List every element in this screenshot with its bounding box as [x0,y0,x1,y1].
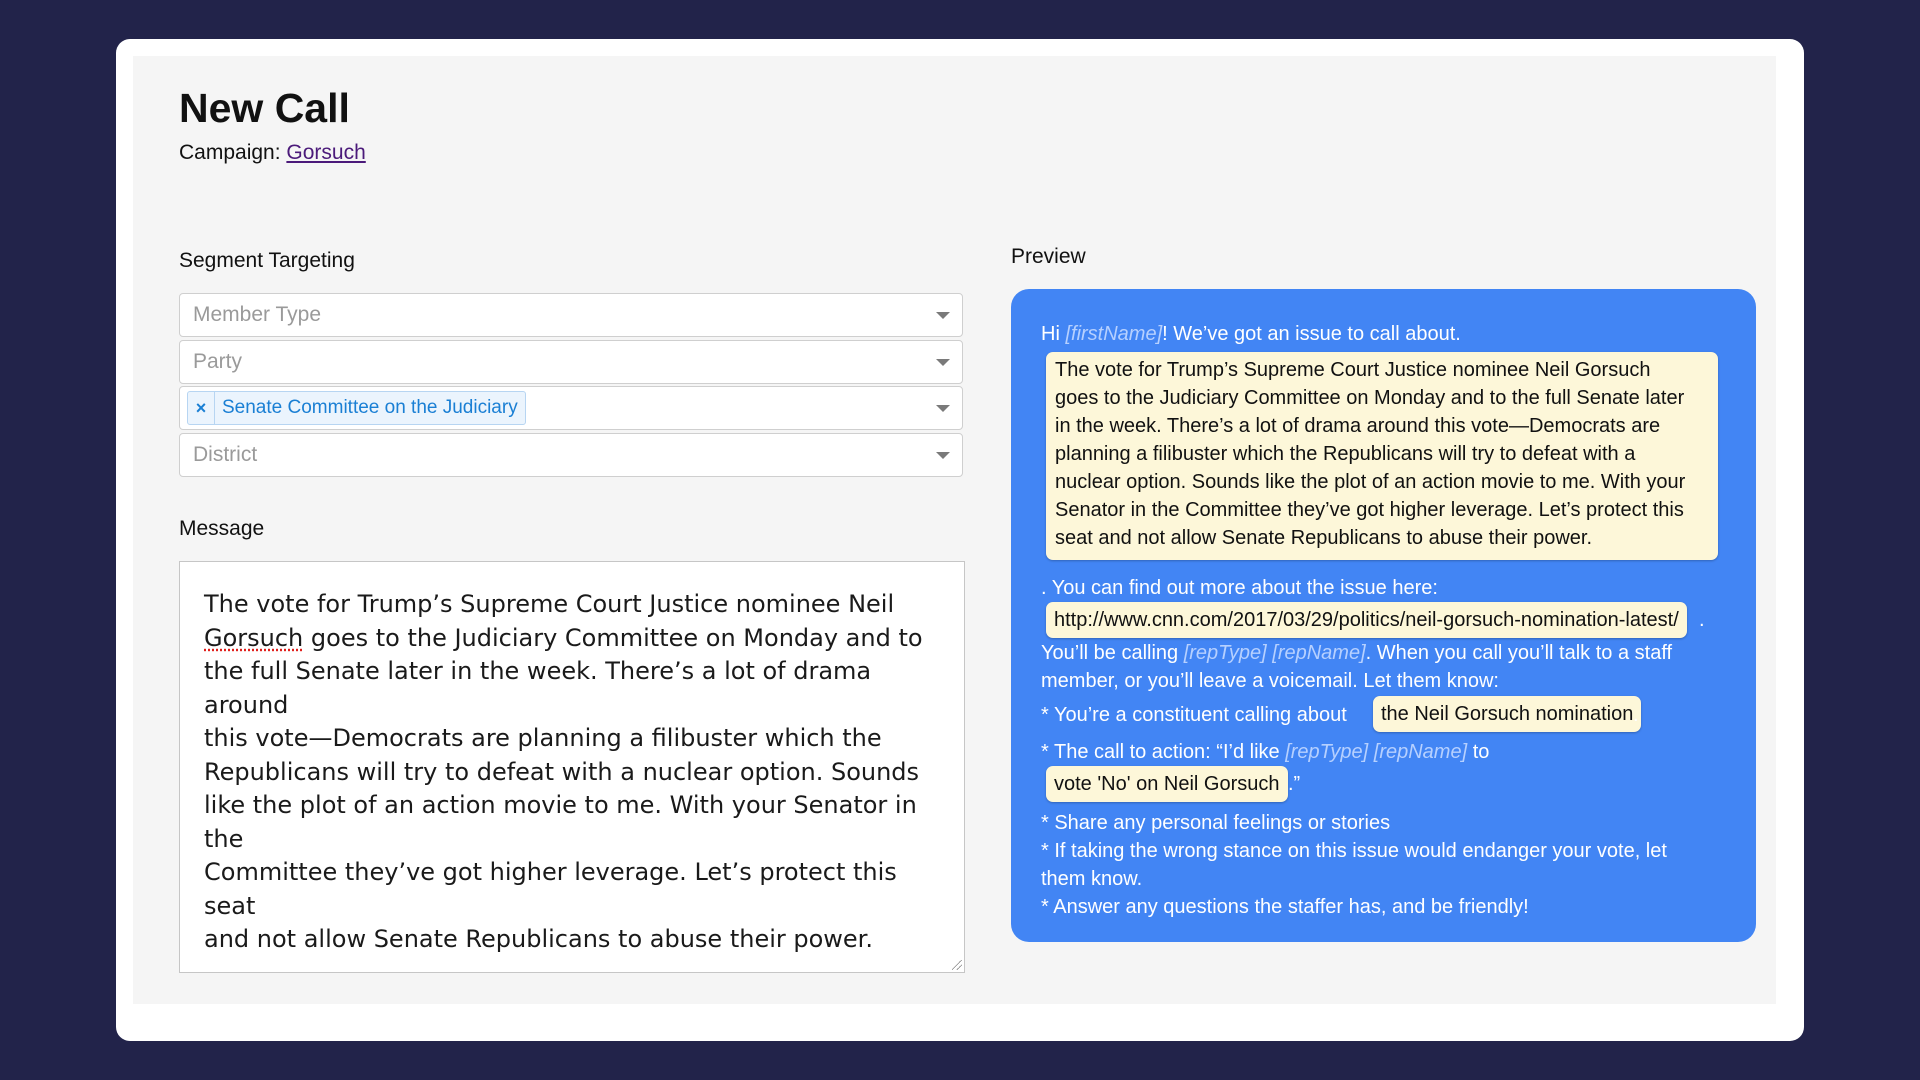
message-line: The vote for Trump’s Supreme Court Justice nominee Neil [204,590,895,618]
page-title: New Call [179,85,350,131]
pill-line: Senator in the Committee they’ve got higher leverage. Let’s protect this [1055,499,1684,521]
preview-greeting [1041,320,1461,348]
pill-line: planning a filibuster which the Republicans will try to defeat with a [1055,443,1636,465]
pill-line: nuclear option. Sounds like the plot of an action movie to me. With your [1055,471,1686,493]
greeting-hi: Hi [1041,323,1066,345]
preview-bubble [1011,289,1756,942]
misspelled-word: Gorsuch [204,623,304,652]
url-period: . [1699,609,1705,631]
pill-line: The vote for Trump’s Supreme Court Justice nominee Neil Gorsuch [1055,359,1651,381]
district-select[interactable] [179,433,963,477]
message-line: this vote—Democrats are planning a filibuster which the [204,724,882,752]
party-placeholder: Party [193,350,243,373]
find-more-text: . You can find out more about the issue here: [1041,577,1438,599]
chevron-down-icon [936,312,950,319]
first-name-variable: [firstName] [1065,323,1163,345]
calling-prefix: You’ll be calling [1041,642,1184,664]
rep-name-variable: [repName] [1272,642,1366,664]
questions-bullet: * Answer any questions the staffer has, and be friendly! [1041,896,1529,918]
action-close: .” [1288,773,1301,795]
calling-rest: . When you call you’ll talk to a staff [1365,642,1673,664]
committee-chip [187,391,526,425]
message-label: Message [179,517,265,540]
message-line-rest: goes to the Judiciary Committee on Monday and to [303,623,923,652]
campaign-link[interactable]: Gorsuch [286,141,366,164]
remove-chip-icon[interactable]: × [188,392,215,424]
new-call-panel [133,56,1776,1004]
committee-select[interactable] [179,386,963,430]
calling-line [1041,639,1672,667]
rep-name-variable: [repName] [1373,741,1468,763]
message-line: Committee they’ve got higher leverage. Let’s protect this seat [204,858,897,920]
preview-label: Preview [1011,245,1086,268]
committee-chip-label: Senate Committee on the Judiciary [222,397,518,418]
message-textarea[interactable] [179,561,965,973]
action-to: to [1467,741,1490,763]
campaign-line [179,141,366,165]
party-select[interactable] [179,340,963,384]
pill-line: goes to the Judiciary Committee on Monday and to the full Senate later [1055,387,1685,409]
action-line [1041,738,1489,766]
greeting-rest: ! We’ve got an issue to call about. [1162,323,1461,345]
rep-type-variable: [repType] [1285,741,1369,763]
message-line: and not allow Senate Republicans to abuse their power. [204,925,873,953]
segment-targeting-label: Segment Targeting [179,249,355,272]
message-line [204,622,940,656]
message-line: the full Senate later in the week. There’s a lot of drama around [204,657,872,719]
resize-grip-icon[interactable] [952,960,962,970]
endanger-bullet: * If taking the wrong stance on this issue would endanger your vote, let [1041,840,1667,862]
chevron-down-icon [936,405,950,412]
message-line: like the plot of an action movie to me. With your Senator in the [204,791,917,853]
chevron-down-icon [936,452,950,459]
district-placeholder: District [193,443,258,466]
action-pill[interactable]: vote 'No' on Neil Gorsuch [1046,766,1288,802]
rep-type-variable: [repType] [1183,642,1267,664]
message-pill[interactable] [1046,352,1718,560]
message-line: Republicans will try to defeat with a nuclear option. Sounds [204,757,920,786]
pill-line: in the week. There’s a lot of drama around this vote—Democrats are [1055,415,1661,437]
feelings-bullet: * Share any personal feelings or stories [1041,812,1391,834]
member-type-placeholder: Member Type [193,303,321,326]
calling-line-2: member, or you’ll leave a voicemail. Let them know: [1041,670,1499,692]
action-prefix: * The call to action: “I’d like [1041,741,1286,763]
app-window [116,39,1804,1041]
member-type-select[interactable] [179,293,963,337]
pill-line: seat and not allow Senate Republicans to abuse their power. [1055,527,1593,549]
endanger-bullet-cont: them know. [1041,868,1143,890]
issue-period: . [1633,704,1639,726]
url-pill[interactable]: http://www.cnn.com/2017/03/29/politics/neil-gorsuch-nomination-latest/ [1046,602,1687,638]
chevron-down-icon [936,359,950,366]
issue-pill[interactable]: the Neil Gorsuch nomination [1373,696,1641,732]
campaign-prefix: Campaign: [179,141,287,164]
constituent-bullet: * You’re a constituent calling about [1041,704,1347,726]
